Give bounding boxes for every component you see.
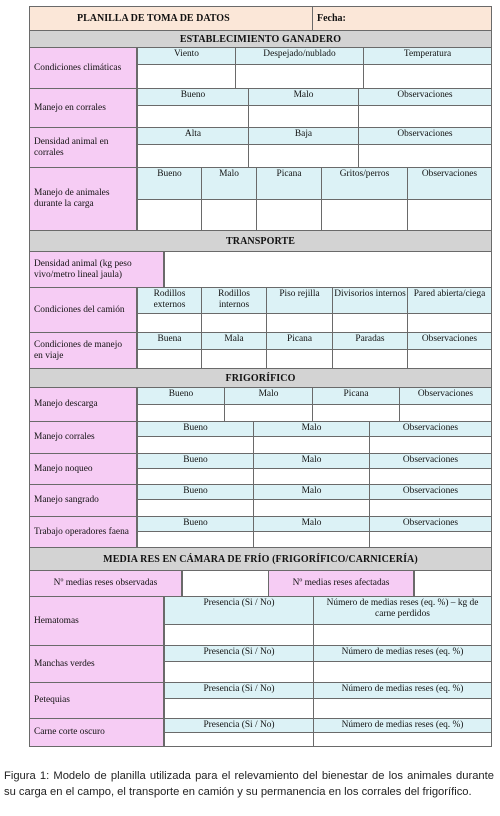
row-densidad-animal-transporte [30,252,491,288]
input-observaciones[interactable] [369,469,491,484]
row-label: Carne corte oscuro [30,719,164,746]
option-malo: Malo [253,422,369,437]
input-observaciones[interactable] [358,145,491,167]
option-malo: Malo [253,517,369,532]
option-gritos-perros: Gritos/perros [321,168,407,200]
input-bueno[interactable] [137,200,201,230]
option-malo: Malo [201,168,256,200]
row-manejo-corrales-frigorifico [30,422,491,454]
input-malo[interactable] [253,437,369,453]
option-numero-medias-reses: Número de medias reses (eq. %) – kg de carne perdidos [313,597,491,625]
input-malo[interactable] [253,469,369,484]
input-malo[interactable] [201,200,256,230]
row-label: Condiciones de manejo en viaje [30,333,137,368]
row-label: Condiciones del camión [30,288,137,332]
option-presencia: Presencia (Si / No) [164,719,313,733]
option-picana: Picana [256,168,321,200]
input-numero[interactable] [313,662,491,682]
input-gritos-perros[interactable] [321,200,407,230]
row-label: Condiciones climáticas [30,48,137,88]
input-picana[interactable] [312,405,399,421]
option-piso-rejilla: Piso rejilla [266,288,332,314]
option-observaciones: Observaciones [399,388,491,405]
input-malo[interactable] [224,405,312,421]
input-numero[interactable] [313,625,491,645]
input-presencia[interactable] [164,733,313,746]
input-divisorios-internos[interactable] [332,314,407,332]
option-observaciones: Observaciones [407,333,491,350]
option-observaciones: Observaciones [369,454,491,469]
row-manejo-descarga [30,388,491,422]
option-observaciones: Observaciones [358,128,491,145]
input-observaciones[interactable] [369,500,491,516]
row-label: Petequias [30,683,164,718]
sheet-header [30,7,491,31]
figure-caption: Figura 1: Modelo de planilla utilizada para el relevamiento del bienestar de los animales durante su carga en el campo, el transporte en camión y su permanencia en los corrales del frigorífico. [4,770,494,798]
option-alta: Alta [137,128,248,145]
row-carne-corte-oscuro [30,719,491,746]
option-temperatura: Temperatura [363,48,491,65]
input-bueno[interactable] [137,405,224,421]
option-observaciones: Observaciones [407,168,491,200]
input-bueno[interactable] [137,106,248,127]
row-hematomas [30,597,491,646]
row-manejo-carga [30,168,491,231]
option-divisorios-internos: Divisorios internos [332,288,407,314]
input-bueno[interactable] [137,532,253,547]
option-baja: Baja [248,128,358,145]
data-sheet [29,6,492,747]
row-densidad-corrales [30,128,491,168]
row-label: Manejo descarga [30,388,137,421]
option-bueno: Bueno [137,89,248,106]
input-presencia[interactable] [164,699,313,718]
row-conteo-medias-reses [30,571,491,597]
row-manejo-noqueo [30,454,491,485]
label-medias-observadas: Nº medias reses observadas [30,571,182,596]
option-numero-medias-reses: Número de medias reses (eq. %) [313,683,491,699]
input-rodillos-internos[interactable] [201,314,266,332]
option-observaciones: Observaciones [358,89,491,106]
input-temperatura[interactable] [363,65,491,88]
section-establecimiento: ESTABLECIMIENTO GANADERO [30,31,491,48]
row-label: Densidad animal en corrales [30,128,137,167]
input-observaciones[interactable] [369,437,491,453]
option-paradas: Paradas [332,333,407,350]
section-transporte: TRANSPORTE [30,231,491,252]
input-buena[interactable] [137,350,201,368]
input-observaciones[interactable] [407,350,491,368]
input-paradas[interactable] [332,350,407,368]
option-observaciones: Observaciones [369,517,491,532]
row-label: Manejo sangrado [30,485,137,516]
option-viento: Viento [137,48,235,65]
header-divider [312,7,313,30]
input-presencia[interactable] [164,662,313,682]
sheet-title: PLANILLA DE TOMA DE DATOS [77,13,230,24]
option-observaciones: Observaciones [369,485,491,500]
option-malo: Malo [253,454,369,469]
input-bueno[interactable] [137,500,253,516]
option-malo: Malo [253,485,369,500]
row-label: Densidad animal (kg peso vivo/metro lineal jaula) [30,252,164,287]
input-observaciones[interactable] [369,532,491,547]
row-manejo-sangrado [30,485,491,517]
input-pared[interactable] [407,314,491,332]
input-observaciones[interactable] [407,200,491,230]
option-bueno: Bueno [137,485,253,500]
row-trabajo-operadores [30,517,491,548]
input-observaciones[interactable] [358,106,491,127]
input-observaciones[interactable] [399,405,491,421]
input-densidad-animal[interactable] [164,252,491,287]
option-bueno: Bueno [137,454,253,469]
option-malo: Malo [224,388,312,405]
row-manejo-corrales [30,89,491,128]
row-condiciones-climaticas [30,48,491,89]
input-despejado[interactable] [235,65,363,88]
input-rodillos-externos[interactable] [137,314,201,332]
input-viento[interactable] [137,65,235,88]
label-medias-afectadas: Nº medias reses afectadas [268,571,414,596]
date-label: Fecha: [317,13,346,24]
option-despejado: Despejado/nublado [235,48,363,65]
option-bueno: Bueno [137,168,201,200]
input-numero[interactable] [313,699,491,718]
input-presencia[interactable] [164,625,313,645]
input-malo[interactable] [248,106,358,127]
input-piso-rejilla[interactable] [266,314,332,332]
option-numero-medias-reses: Número de medias reses (eq. %) [313,646,491,662]
option-malo: Malo [248,89,358,106]
option-picana: Picana [266,333,332,350]
row-label: Manejo corrales [30,422,137,453]
row-label: Manejo en corrales [30,89,137,127]
row-label: Manchas verdes [30,646,164,682]
section-frigorifico: FRIGORÍFICO [30,369,491,388]
input-bueno[interactable] [137,469,253,484]
input-picana[interactable] [256,200,321,230]
input-mala[interactable] [201,350,266,368]
row-label: Hematomas [30,597,164,645]
input-malo[interactable] [253,532,369,547]
input-medias-observadas[interactable] [182,571,268,596]
option-rodillos-externos: Rodillos externos [137,288,201,314]
input-bueno[interactable] [137,437,253,453]
option-presencia: Presencia (Si / No) [164,597,313,625]
input-alta[interactable] [137,145,248,167]
input-baja[interactable] [248,145,358,167]
section-media-res: MEDIA RES EN CÁMARA DE FRÍO (FRIGORÍFICO/CARNICERÍA) [30,548,491,571]
option-numero-medias-reses: Número de medias reses (eq. %) [313,719,491,733]
input-numero[interactable] [313,733,491,746]
option-observaciones: Observaciones [369,422,491,437]
input-picana[interactable] [266,350,332,368]
option-presencia: Presencia (Si / No) [164,683,313,699]
option-pared-abierta-ciega: Pared abierta/ciega [407,288,491,314]
option-mala: Mala [201,333,266,350]
option-bueno: Bueno [137,422,253,437]
row-manchas-verdes [30,646,491,683]
row-label: Trabajo operadores faena [30,517,137,547]
row-label: Manejo noqueo [30,454,137,484]
input-malo[interactable] [253,500,369,516]
row-petequias [30,683,491,719]
row-manejo-viaje [30,333,491,369]
option-picana: Picana [312,388,399,405]
option-bueno: Bueno [137,517,253,532]
row-label: Manejo de animales durante la carga [30,168,137,230]
option-bueno: Bueno [137,388,224,405]
input-medias-afectadas[interactable] [414,571,491,596]
row-condiciones-camion [30,288,491,333]
option-buena: Buena [137,333,201,350]
option-presencia: Presencia (Si / No) [164,646,313,662]
option-rodillos-internos: Rodillos internos [201,288,266,314]
